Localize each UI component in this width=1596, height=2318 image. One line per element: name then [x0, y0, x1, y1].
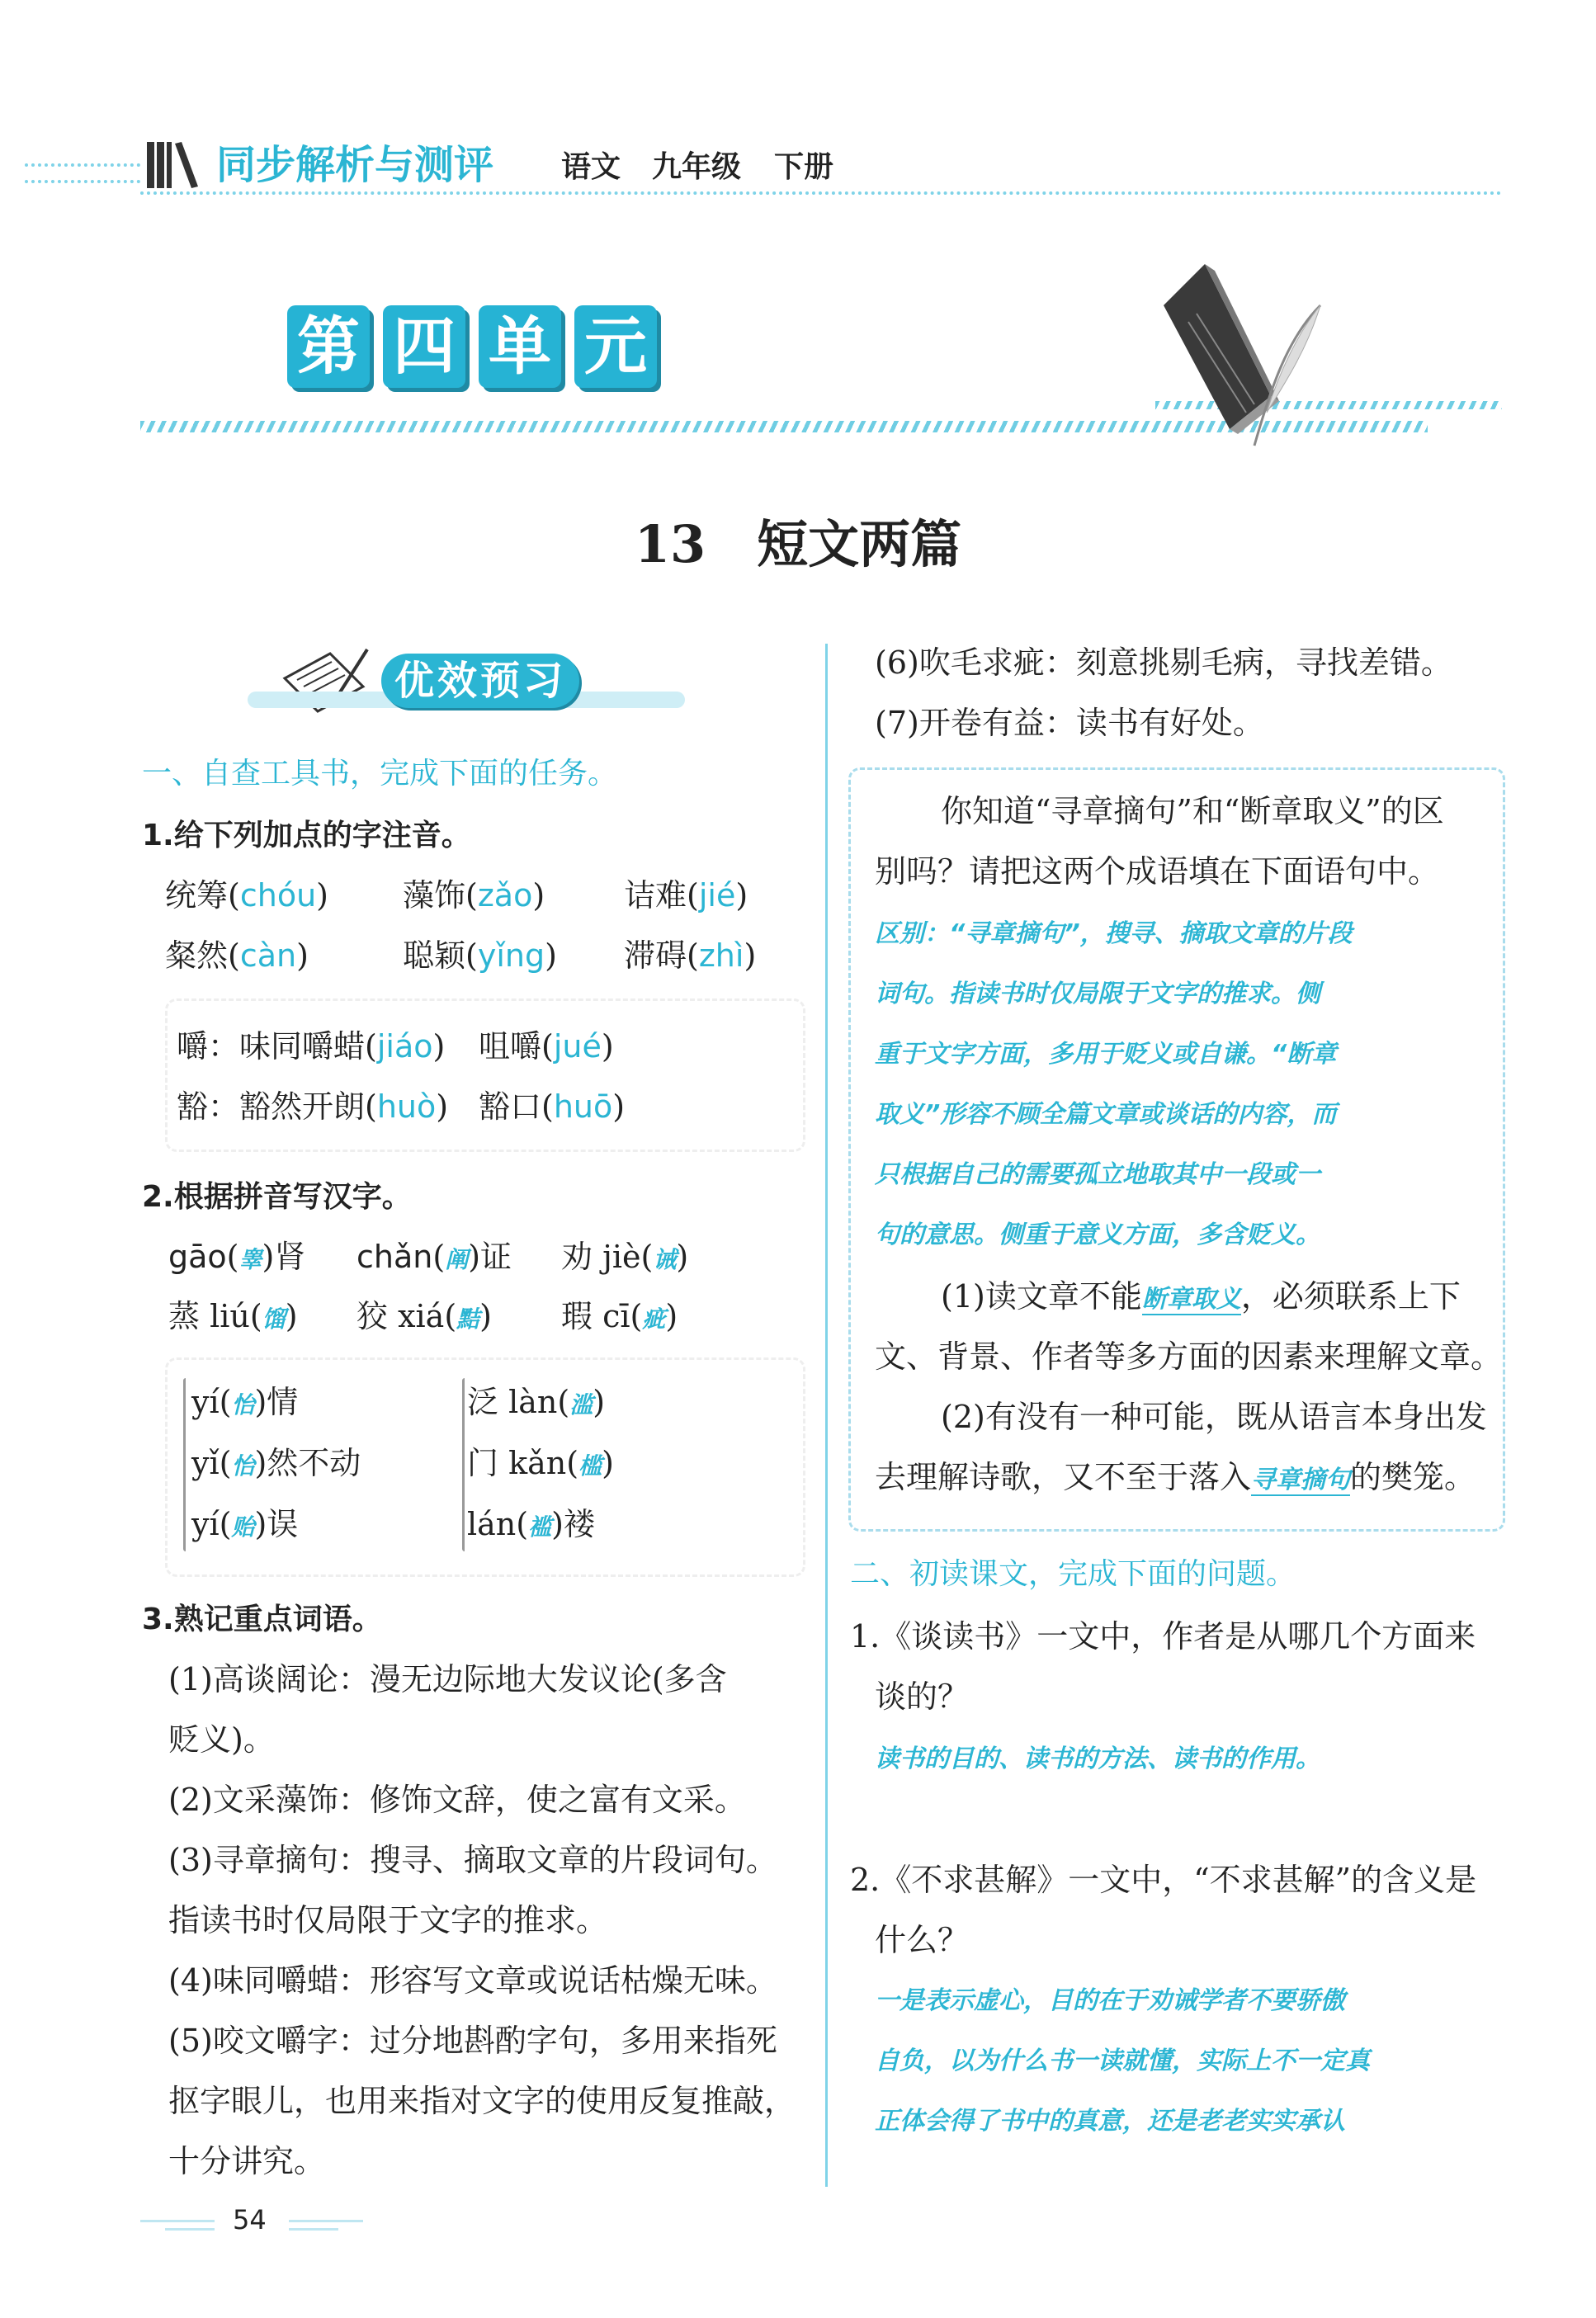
- grade-label: 九年级: [652, 150, 742, 184]
- p2-q1-line-2: 谈的？: [875, 1678, 970, 1715]
- q3-line-2: 贬义)。: [168, 1721, 275, 1758]
- vocab-7: (7)开卷有益：读书有好处。: [875, 705, 1264, 741]
- p2-q1-line-1: 1.《谈读书》一文中，作者是从哪几个方面来: [850, 1618, 1476, 1655]
- idiom-answer-4: 取义”形容不顾全篇文章或谈话的内容，而: [875, 1100, 1337, 1129]
- unit-char-3: 单: [479, 305, 561, 388]
- idiom-sentence-2: (2)有没有一种可能，既从语言本身出发: [941, 1399, 1487, 1435]
- q2-item-5: 狡 xiá(黠): [357, 1298, 492, 1334]
- q3-line-1: (1)高谈阔论：漫无边际地大发议论(多含: [168, 1661, 727, 1697]
- idiom-question-1: 你知道“寻章摘句”和“断章取义”的区: [941, 793, 1444, 829]
- p2-q2-answer-3: 正体会得了书中的真意，还是老老实实承认: [875, 2107, 1345, 2136]
- footer-rule-right-2: [289, 2228, 338, 2231]
- q1-item-5: 聪颖(yǐng): [403, 937, 557, 974]
- idiom-sentence-1-cont: 文、背景、作者等多方面的因素来理解文章。: [875, 1338, 1503, 1375]
- footer-rule-left: [140, 2220, 215, 2222]
- q1-item-2: 藻饰(zǎo): [403, 877, 545, 914]
- q2-left-brace: [183, 1378, 186, 1551]
- idiom-answer-5: 只根据自己的需要孤立地取其中一段或一: [875, 1160, 1320, 1189]
- pen-notebook-icon: [281, 645, 371, 720]
- q2-title: 2.根据拼音写汉字。: [142, 1180, 412, 1214]
- q2-item-4: 蒸 liú(馏): [168, 1298, 298, 1334]
- q1-polyphone-b: 咀嚼(jué): [479, 1028, 614, 1065]
- p2-q2-answer-2: 自负，以为什么书一读就懂，实际上不一定真: [875, 2047, 1370, 2075]
- q1-polyphone-box: [165, 998, 805, 1152]
- section-badge: 优效预习: [381, 654, 579, 708]
- q3-line-4: (3)寻章摘句：搜寻、摘取文章的片段词句。: [168, 1842, 777, 1878]
- book-feather-icon: [1155, 256, 1337, 454]
- q3-line-7: (5)咬文嚼字：过分地斟酌字句，多用来指死: [168, 2023, 777, 2059]
- q2-left-2: yǐ(怡)然不动: [191, 1445, 361, 1481]
- q1-item-3: 诘难(jié): [624, 877, 748, 914]
- lesson-title: 13 短文两篇: [634, 514, 962, 574]
- series-title: 同步解析与测评: [216, 142, 494, 188]
- unit-char-4: 元: [574, 305, 657, 388]
- idiom-sentence-2-cont: 去理解诗歌，又不至于落入寻章摘句的樊笼。: [875, 1459, 1476, 1495]
- q1-title: 1.给下列加点的字注音。: [142, 819, 471, 852]
- header-dotted-rule-left: [25, 163, 140, 167]
- q2-right-1: 泛 làn(滥): [467, 1384, 606, 1420]
- part1-heading: 一、自查工具书，完成下面的任务。: [142, 757, 618, 791]
- q3-line-5: 指读书时仅局限于文字的推求。: [168, 1902, 608, 1938]
- footer-rule-left-2: [165, 2228, 215, 2231]
- volume-label: 下册: [774, 150, 834, 184]
- q2-right-3: lán(褴)褛: [467, 1506, 595, 1542]
- q2-item-6: 瑕 cī(疵): [561, 1298, 678, 1334]
- subject-label: 语文: [561, 150, 621, 184]
- footer-rule-right: [289, 2220, 363, 2222]
- q1-item-4: 粲然(càn): [165, 937, 309, 974]
- q2-right-brace: [462, 1378, 465, 1551]
- idiom-answer-3: 重于文字方面，多用于贬义或自谦。“断章: [875, 1040, 1337, 1069]
- q3-line-8: 抠字眼儿，也用来指对文字的使用反复推敲，: [168, 2083, 796, 2119]
- part2-heading: 二、初读课文，完成下面的问题。: [850, 1557, 1296, 1591]
- q3-line-6: (4)味同嚼蜡：形容写文章或说话枯燥无味。: [168, 1962, 777, 1999]
- q2-item-1: gāo(睾)肾: [168, 1239, 306, 1275]
- q2-left-3: yí(贻)误: [191, 1506, 299, 1542]
- q3-line-3: (2)文采藻饰：修饰文辞，使之富有文采。: [168, 1782, 746, 1818]
- q3-line-9: 十分讲究。: [168, 2143, 326, 2179]
- p2-q2-line-1: 2.《不求甚解》一文中，“不求甚解”的含义是: [850, 1862, 1477, 1898]
- q1-polyphone-a: 嚼：味同嚼蜡(jiáo): [177, 1028, 446, 1065]
- idiom-answer-6: 句的意思。侧重于意义方面，多含贬义。: [875, 1220, 1320, 1249]
- header-dotted-rule-left-2: [25, 180, 140, 183]
- q1-item-6: 滞碍(zhì): [624, 937, 757, 974]
- q2-right-2: 门 kǎn(槛): [467, 1445, 614, 1481]
- idiom-answer-1: 区别：“寻章摘句”，搜寻、摘取文章的片段: [875, 919, 1353, 948]
- unit-char-1: 第: [287, 305, 370, 388]
- p2-q2-answer-1: 一是表示虚心，目的在于劝诫学者不要骄傲: [875, 1986, 1345, 2015]
- books-icon: [145, 139, 203, 190]
- vocab-6: (6)吹毛求疵：刻意挑剔毛病，寻找差错。: [875, 644, 1452, 681]
- idiom-blank-2: 寻章摘句: [1251, 1466, 1351, 1494]
- page-number: 54: [233, 2204, 267, 2235]
- q1-item-1: 统筹(chóu): [165, 877, 328, 914]
- idiom-sentence-1: (1)读文章不能断章取义，必须联系上下: [941, 1278, 1461, 1315]
- idiom-blank-1: 断章取义: [1141, 1285, 1241, 1314]
- p2-q1-answer: 读书的目的、读书的方法、读书的作用。: [875, 1744, 1320, 1773]
- q3-title: 3.熟记重点词语。: [142, 1603, 382, 1636]
- q2-item-2: chǎn(阐)证: [357, 1239, 512, 1275]
- q2-item-3: 劝 jiè(诫): [561, 1239, 689, 1275]
- header-dotted-rule: [140, 191, 1502, 195]
- idiom-answer-2: 词句。指读书时仅局限于文字的推求。侧: [875, 980, 1320, 1008]
- q1-polyphone-d: 豁口(huō): [479, 1088, 626, 1125]
- idiom-question-2: 别吗？请把这两个成语填在下面语句中。: [875, 853, 1440, 890]
- p2-q2-line-2: 什么？: [875, 1922, 970, 1958]
- q2-left-1: yí(怡)情: [191, 1384, 299, 1420]
- column-divider: [825, 644, 828, 2187]
- unit-char-2: 四: [383, 305, 465, 388]
- q1-polyphone-c: 豁：豁然开朗(huò): [177, 1088, 449, 1125]
